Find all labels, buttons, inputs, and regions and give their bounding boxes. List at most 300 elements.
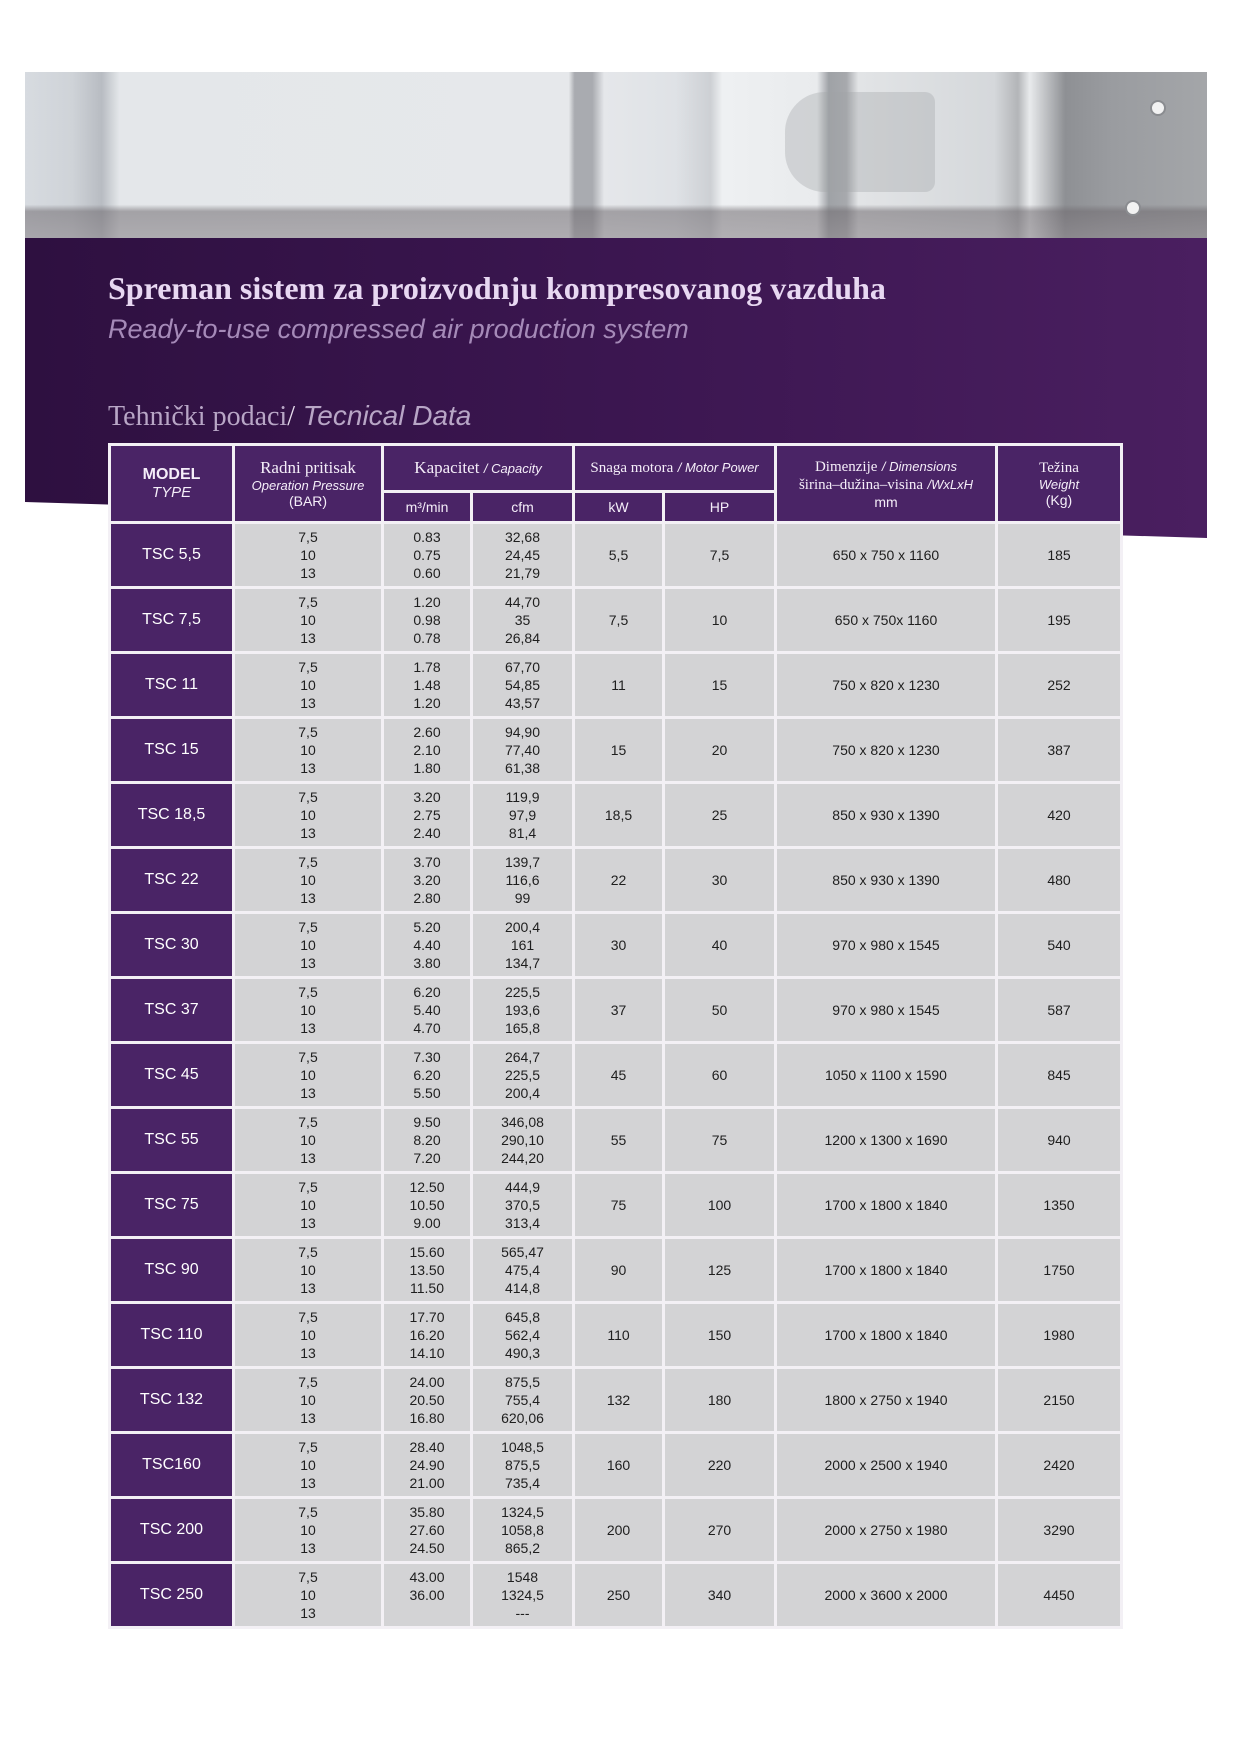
cfm-cell [472, 653, 574, 718]
pressure-cell [234, 653, 383, 718]
dimensions-cell: 2000 x 3600 x 2000 [776, 1563, 997, 1628]
cfm-cell-value: 24,45 [504, 547, 541, 563]
pressure-cell-value: 13 [300, 955, 316, 971]
m3min-cell-value: 0.75 [413, 547, 441, 563]
cfm-cell-value: 346,08 [501, 1114, 544, 1130]
pressure-cell-value: 7,5 [298, 1114, 318, 1130]
hp-cell: 60 [664, 1043, 776, 1108]
cfm-cell [472, 1173, 574, 1238]
hp-cell: 50 [664, 978, 776, 1043]
cfm-cell-value: 1324,5 [501, 1504, 544, 1520]
pressure-cell-value: 10 [300, 1197, 316, 1213]
header-dimensions: Dimenzije / Dimensions širina–dužina–visina /WxLxH mm [776, 445, 997, 523]
model-cell: TSC 22 [110, 848, 234, 913]
hp-cell: 30 [664, 848, 776, 913]
cfm-cell-value: 562,4 [504, 1327, 541, 1343]
cfm-cell [472, 1303, 574, 1368]
cfm-cell [472, 1108, 574, 1173]
m3min-cell-value: 12.50 [409, 1179, 445, 1195]
m3min-cell [383, 1238, 472, 1303]
cfm-cell-value: 1324,5 [501, 1587, 544, 1603]
m3min-cell-value: 3.80 [413, 955, 441, 971]
weight-cell: 1350 [997, 1173, 1122, 1238]
cfm-cell-value: 290,10 [501, 1132, 544, 1148]
section-title-sr: Tehnički podaci [108, 401, 288, 432]
m3min-cell [383, 1173, 472, 1238]
cfm-cell-value: 620,06 [501, 1410, 544, 1426]
pressure-cell-value: 13 [300, 1280, 316, 1296]
pressure-cell [234, 1563, 383, 1628]
pressure-cell [234, 783, 383, 848]
kw-cell: 30 [574, 913, 664, 978]
dimensions-cell: 650 x 750x 1160 [776, 588, 997, 653]
pressure-cell-value: 7,5 [298, 1244, 318, 1260]
m3min-cell-value: 15.60 [409, 1244, 445, 1260]
m3min-cell-value: 17.70 [409, 1309, 445, 1325]
cfm-cell [472, 1498, 574, 1563]
header-cfm: cfm [472, 492, 574, 523]
pressure-cell-value: 13 [300, 1605, 316, 1621]
m3min-cell-value: 0.98 [413, 612, 441, 628]
hp-cell: 15 [664, 653, 776, 718]
cfm-cell-value: 32,68 [504, 529, 541, 545]
model-cell: TSC160 [110, 1433, 234, 1498]
m3min-cell-value: 5.20 [413, 919, 441, 935]
m3min-cell-value: 2.75 [413, 807, 441, 823]
pressure-cell-value: 10 [300, 1132, 316, 1148]
m3min-cell-value: 9.50 [413, 1114, 441, 1130]
cfm-cell-value: 490,3 [504, 1345, 541, 1361]
table-row [110, 783, 1122, 848]
weight-cell: 2420 [997, 1433, 1122, 1498]
table-row [110, 718, 1122, 783]
pressure-cell-value: 7,5 [298, 1049, 318, 1065]
hp-cell: 125 [664, 1238, 776, 1303]
cfm-cell-value: 77,40 [504, 742, 541, 758]
m3min-cell-value: 24.50 [409, 1540, 445, 1556]
kw-cell: 37 [574, 978, 664, 1043]
pressure-cell-value: 13 [300, 1085, 316, 1101]
dimensions-cell: 750 x 820 x 1230 [776, 718, 997, 783]
pressure-cell-value: 7,5 [298, 529, 318, 545]
m3min-cell-value: 10.50 [409, 1197, 445, 1213]
m3min-cell-value: 28.40 [409, 1439, 445, 1455]
header-weight: Težina Weight (Kg) [997, 445, 1122, 523]
cfm-cell-value: 875,5 [504, 1457, 541, 1473]
pressure-cell-value: 10 [300, 677, 316, 693]
kw-cell: 75 [574, 1173, 664, 1238]
model-cell: TSC 37 [110, 978, 234, 1043]
weight-cell: 940 [997, 1108, 1122, 1173]
dimensions-cell: 1700 x 1800 x 1840 [776, 1173, 997, 1238]
m3min-cell-value: 2.10 [413, 742, 441, 758]
pressure-cell-value: 10 [300, 1457, 316, 1473]
dimensions-cell: 1700 x 1800 x 1840 [776, 1303, 997, 1368]
m3min-cell-value: 35.80 [409, 1504, 445, 1520]
m3min-cell-value: 0.83 [413, 529, 441, 545]
m3min-cell-value: 36.00 [409, 1587, 445, 1603]
m3min-cell-value [384, 1604, 470, 1622]
cfm-cell-value: 645,8 [504, 1309, 541, 1325]
m3min-cell-value: 27.60 [409, 1522, 445, 1538]
m3min-cell-value: 24.00 [409, 1374, 445, 1390]
kw-cell: 11 [574, 653, 664, 718]
dimensions-cell: 850 x 930 x 1390 [776, 783, 997, 848]
cfm-cell-value: 475,4 [504, 1262, 541, 1278]
header-pressure: Radni pritisak Operation Pressure (BAR) [234, 445, 383, 523]
table-row [110, 978, 1122, 1043]
pressure-cell-value: 13 [300, 1475, 316, 1491]
pressure-cell-value: 7,5 [298, 1569, 318, 1585]
model-cell: TSC 200 [110, 1498, 234, 1563]
m3min-cell-value: 7.20 [413, 1150, 441, 1166]
cfm-cell-value: 370,5 [504, 1197, 541, 1213]
m3min-cell-value: 2.60 [413, 724, 441, 740]
weight-cell: 1750 [997, 1238, 1122, 1303]
header-hp: HP [664, 492, 776, 523]
weight-cell: 3290 [997, 1498, 1122, 1563]
m3min-cell-value: 3.20 [413, 789, 441, 805]
cfm-cell [472, 1563, 574, 1628]
table-row [110, 1433, 1122, 1498]
cfm-cell-value: 200,4 [504, 1085, 541, 1101]
m3min-cell-value: 1.80 [413, 760, 441, 776]
m3min-cell-value: 5.50 [413, 1085, 441, 1101]
weight-cell: 540 [997, 913, 1122, 978]
pressure-cell-value: 7,5 [298, 1179, 318, 1195]
m3min-cell-value: 16.80 [409, 1410, 445, 1426]
m3min-cell-value: 4.40 [413, 937, 441, 953]
cfm-cell [472, 783, 574, 848]
pressure-cell [234, 1043, 383, 1108]
cfm-cell [472, 1043, 574, 1108]
kw-cell: 18,5 [574, 783, 664, 848]
table-row [110, 653, 1122, 718]
dimensions-cell: 650 x 750 x 1160 [776, 523, 997, 588]
cfm-cell [472, 978, 574, 1043]
weight-cell: 2150 [997, 1368, 1122, 1433]
kw-cell: 110 [574, 1303, 664, 1368]
table-row [110, 523, 1122, 588]
model-cell: TSC 55 [110, 1108, 234, 1173]
m3min-cell-value: 21.00 [409, 1475, 445, 1491]
m3min-cell-value: 7.30 [413, 1049, 441, 1065]
pressure-cell [234, 1433, 383, 1498]
cfm-cell [472, 848, 574, 913]
dimensions-cell: 850 x 930 x 1390 [776, 848, 997, 913]
model-cell: TSC 75 [110, 1173, 234, 1238]
m3min-cell [383, 718, 472, 783]
section-title [108, 400, 471, 433]
m3min-cell [383, 1498, 472, 1563]
pressure-cell-value: 10 [300, 937, 316, 953]
cfm-cell-value: 565,47 [501, 1244, 544, 1260]
m3min-cell-value: 6.20 [413, 984, 441, 1000]
cfm-cell-value: 1548 [506, 1569, 539, 1585]
pressure-cell-value: 13 [300, 1150, 316, 1166]
cfm-cell-value: 134,7 [504, 955, 541, 971]
pressure-cell [234, 1368, 383, 1433]
pressure-cell-value: 13 [300, 695, 316, 711]
pressure-cell-value: 7,5 [298, 984, 318, 1000]
hp-cell: 100 [664, 1173, 776, 1238]
m3min-cell [383, 1433, 472, 1498]
dimensions-cell: 2000 x 2500 x 1940 [776, 1433, 997, 1498]
cfm-cell [472, 1433, 574, 1498]
header-capacity: Kapacitet / Capacity [383, 445, 574, 492]
m3min-cell [383, 913, 472, 978]
model-cell: TSC 250 [110, 1563, 234, 1628]
m3min-cell-value: 11.50 [410, 1280, 444, 1296]
m3min-cell [383, 783, 472, 848]
dimensions-cell: 970 x 980 x 1545 [776, 978, 997, 1043]
cfm-cell-value: 165,8 [504, 1020, 541, 1036]
table-row [110, 848, 1122, 913]
kw-cell: 90 [574, 1238, 664, 1303]
kw-cell: 22 [574, 848, 664, 913]
hp-cell: 220 [664, 1433, 776, 1498]
m3min-cell-value: 3.70 [413, 854, 441, 870]
m3min-cell-value: 2.40 [413, 825, 441, 841]
m3min-cell-value: 13.50 [409, 1262, 445, 1278]
m3min-cell-value: 6.20 [413, 1067, 441, 1083]
pressure-cell-value: 10 [300, 1262, 316, 1278]
table-row [110, 1173, 1122, 1238]
weight-cell: 195 [997, 588, 1122, 653]
cfm-cell-value: 1048,5 [501, 1439, 544, 1455]
cfm-cell-value: 94,90 [504, 724, 541, 740]
section-title-separator: / [287, 401, 295, 432]
pressure-cell-value: 13 [300, 1020, 316, 1036]
hp-cell: 20 [664, 718, 776, 783]
header-kw: kW [574, 492, 664, 523]
hp-cell: 150 [664, 1303, 776, 1368]
cfm-cell [472, 913, 574, 978]
dimensions-cell: 1700 x 1800 x 1840 [776, 1238, 997, 1303]
pressure-cell [234, 523, 383, 588]
weight-cell: 587 [997, 978, 1122, 1043]
cfm-cell-value: 244,20 [501, 1150, 544, 1166]
pressure-cell-value: 13 [300, 565, 316, 581]
cfm-cell-value: 225,5 [504, 1067, 541, 1083]
m3min-cell-value: 1.20 [413, 594, 441, 610]
cfm-cell [472, 1238, 574, 1303]
m3min-cell-value: 5.40 [413, 1002, 441, 1018]
weight-cell: 4450 [997, 1563, 1122, 1628]
hp-cell: 25 [664, 783, 776, 848]
cfm-cell-value: 735,4 [504, 1475, 541, 1491]
photo-bolt [1150, 100, 1166, 116]
cfm-cell-value: 200,4 [504, 919, 541, 935]
cfm-cell-value: 81,4 [508, 825, 537, 841]
m3min-cell-value: 14.10 [409, 1345, 445, 1361]
pressure-cell-value: 7,5 [298, 594, 318, 610]
pressure-cell-value: 10 [300, 807, 316, 823]
table-row [110, 1303, 1122, 1368]
kw-cell: 160 [574, 1433, 664, 1498]
hp-cell: 180 [664, 1368, 776, 1433]
photo-machine-part [785, 92, 935, 192]
m3min-cell-value: 43.00 [409, 1569, 445, 1585]
cfm-cell-value: --- [515, 1605, 530, 1621]
page-subtitle: Ready-to-use compressed air production system [108, 314, 689, 344]
pressure-cell-value: 10 [300, 612, 316, 628]
dimensions-cell: 2000 x 2750 x 1980 [776, 1498, 997, 1563]
pressure-cell-value: 7,5 [298, 1504, 318, 1520]
pressure-cell-value: 7,5 [298, 854, 318, 870]
table-row [110, 913, 1122, 978]
pressure-cell-value: 10 [300, 1327, 316, 1343]
m3min-cell-value: 8.20 [413, 1132, 441, 1148]
cfm-cell-value: 865,2 [504, 1540, 541, 1556]
model-cell: TSC 11 [110, 653, 234, 718]
m3min-cell-value: 4.70 [413, 1020, 441, 1036]
pressure-cell-value: 10 [300, 872, 316, 888]
pressure-cell [234, 588, 383, 653]
cfm-cell-value: 99 [514, 890, 531, 906]
kw-cell: 132 [574, 1368, 664, 1433]
pressure-cell-value: 10 [300, 742, 316, 758]
cfm-cell-value: 193,6 [504, 1002, 541, 1018]
cfm-cell-value: 1058,8 [501, 1522, 544, 1538]
cfm-cell-value: 875,5 [504, 1374, 541, 1390]
pressure-cell-value: 7,5 [298, 919, 318, 935]
m3min-cell-value: 0.60 [413, 565, 441, 581]
header-model: MODEL TYPE [110, 445, 234, 523]
table-row [110, 1498, 1122, 1563]
m3min-cell [383, 523, 472, 588]
m3min-cell-value: 24.90 [409, 1457, 445, 1473]
cfm-cell [472, 523, 574, 588]
table-row [110, 588, 1122, 653]
m3min-cell [383, 653, 472, 718]
pressure-cell [234, 1108, 383, 1173]
pressure-cell-value: 7,5 [298, 659, 318, 675]
m3min-cell [383, 1303, 472, 1368]
kw-cell: 7,5 [574, 588, 664, 653]
section-title-en: Tecnical Data [302, 400, 472, 431]
hp-cell: 7,5 [664, 523, 776, 588]
weight-cell: 480 [997, 848, 1122, 913]
weight-cell: 420 [997, 783, 1122, 848]
hp-cell: 10 [664, 588, 776, 653]
cfm-cell [472, 1368, 574, 1433]
dimensions-cell: 1200 x 1300 x 1690 [776, 1108, 997, 1173]
header-photo [25, 72, 1207, 242]
table-row [110, 1238, 1122, 1303]
pressure-cell [234, 1498, 383, 1563]
model-cell: TSC 132 [110, 1368, 234, 1433]
cfm-cell-value: 54,85 [504, 677, 541, 693]
m3min-cell [383, 1563, 472, 1628]
cfm-cell-value: 119,9 [505, 789, 540, 805]
m3min-cell [383, 588, 472, 653]
kw-cell: 250 [574, 1563, 664, 1628]
header-m3min: m³/min [383, 492, 472, 523]
dimensions-cell: 1800 x 2750 x 1940 [776, 1368, 997, 1433]
m3min-cell [383, 1368, 472, 1433]
m3min-cell-value: 0.78 [413, 630, 441, 646]
pressure-cell-value: 7,5 [298, 1309, 318, 1325]
m3min-cell [383, 1043, 472, 1108]
pressure-cell-value: 13 [300, 630, 316, 646]
kw-cell: 200 [574, 1498, 664, 1563]
pressure-cell [234, 718, 383, 783]
model-cell: TSC 90 [110, 1238, 234, 1303]
pressure-cell-value: 10 [300, 547, 316, 563]
pressure-cell [234, 1238, 383, 1303]
pressure-cell-value: 10 [300, 1067, 316, 1083]
table-row [110, 1043, 1122, 1108]
weight-cell: 185 [997, 523, 1122, 588]
table-row [110, 1108, 1122, 1173]
pressure-cell [234, 848, 383, 913]
pressure-cell-value: 10 [300, 1392, 316, 1408]
dimensions-cell: 970 x 980 x 1545 [776, 913, 997, 978]
page-title: Spreman sistem za proizvodnju kompresovanog vazduha [108, 270, 886, 306]
hp-cell: 270 [664, 1498, 776, 1563]
m3min-cell-value: 1.48 [413, 677, 441, 693]
hp-cell: 40 [664, 913, 776, 978]
cfm-cell-value: 264,7 [504, 1049, 541, 1065]
pressure-cell-value: 10 [300, 1002, 316, 1018]
m3min-cell-value: 16.20 [409, 1327, 445, 1343]
pressure-cell-value: 7,5 [298, 1374, 318, 1390]
kw-cell: 55 [574, 1108, 664, 1173]
cfm-cell-value: 44,70 [504, 594, 541, 610]
weight-cell: 387 [997, 718, 1122, 783]
pressure-cell-value: 13 [300, 1410, 316, 1426]
cfm-cell-value: 26,84 [504, 630, 541, 646]
kw-cell: 15 [574, 718, 664, 783]
pressure-cell-value: 13 [300, 1345, 316, 1361]
cfm-cell-value: 43,57 [504, 695, 541, 711]
hp-cell: 75 [664, 1108, 776, 1173]
cfm-cell [472, 588, 574, 653]
cfm-cell-value: 414,8 [504, 1280, 541, 1296]
cfm-cell-value: 755,4 [504, 1392, 541, 1408]
m3min-cell-value: 1.20 [413, 695, 441, 711]
cfm-cell-value: 139,7 [504, 854, 541, 870]
pressure-cell [234, 1303, 383, 1368]
pressure-cell [234, 1173, 383, 1238]
model-cell: TSC 5,5 [110, 523, 234, 588]
pressure-cell-value: 7,5 [298, 724, 318, 740]
pressure-cell-value: 13 [300, 760, 316, 776]
dimensions-cell: 1050 x 1100 x 1590 [776, 1043, 997, 1108]
cfm-cell-value: 225,5 [504, 984, 541, 1000]
table-row [110, 1563, 1122, 1628]
cfm-cell-value: 61,38 [504, 760, 541, 776]
weight-cell: 845 [997, 1043, 1122, 1108]
m3min-cell [383, 978, 472, 1043]
pressure-cell-value: 10 [300, 1587, 316, 1603]
cfm-cell [472, 718, 574, 783]
weight-cell: 1980 [997, 1303, 1122, 1368]
weight-cell: 252 [997, 653, 1122, 718]
pressure-cell-value: 10 [300, 1522, 316, 1538]
pressure-cell-value: 13 [300, 825, 316, 841]
pressure-cell [234, 978, 383, 1043]
pressure-cell-value: 7,5 [298, 1439, 318, 1455]
model-cell: TSC 15 [110, 718, 234, 783]
pressure-cell [234, 913, 383, 978]
model-cell: TSC 18,5 [110, 783, 234, 848]
model-cell: TSC 30 [110, 913, 234, 978]
cfm-cell-value: 21,79 [504, 565, 541, 581]
hp-cell: 340 [664, 1563, 776, 1628]
cfm-cell-value: 161 [510, 937, 535, 953]
